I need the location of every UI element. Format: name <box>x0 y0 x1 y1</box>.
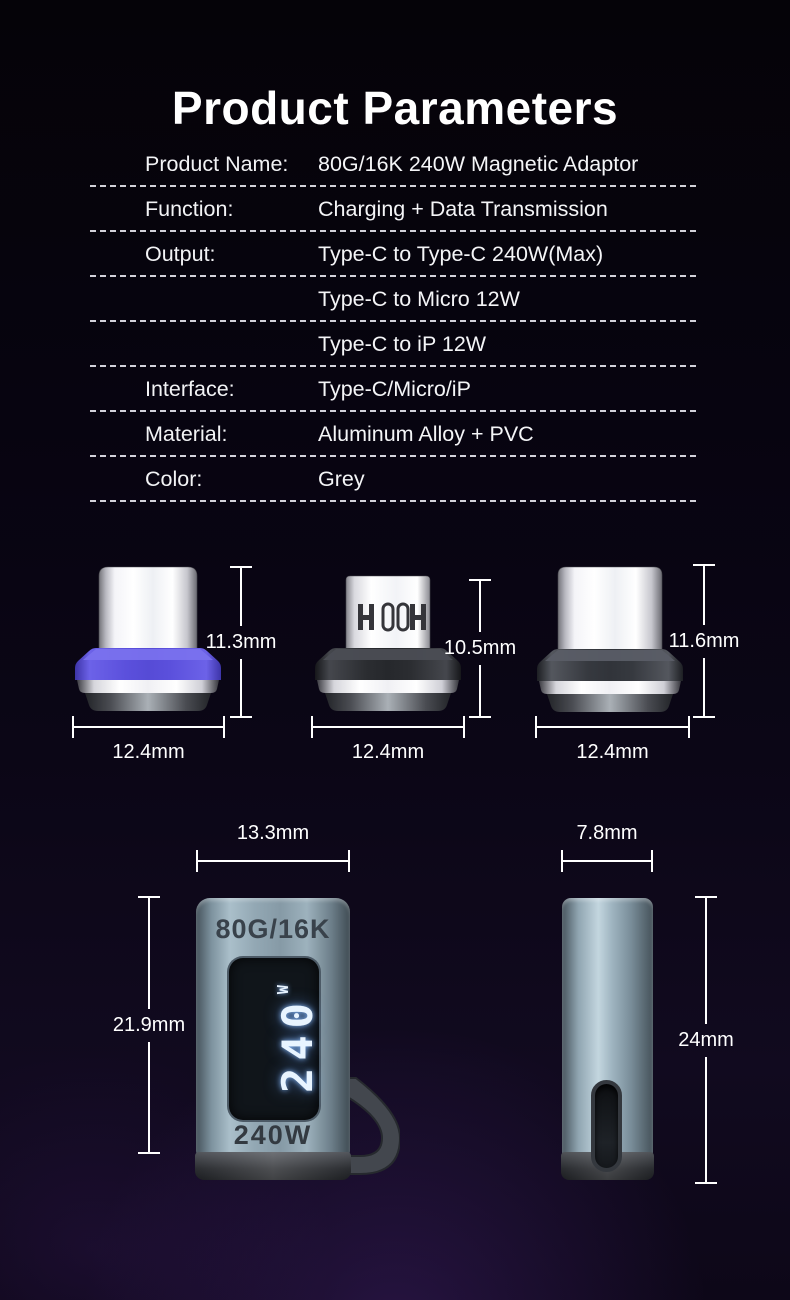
spec-value: Charging + Data Transmission <box>318 197 608 221</box>
dim-line <box>705 898 707 1024</box>
dim-line <box>240 659 242 717</box>
metal-tip <box>558 567 662 654</box>
dim-line <box>703 566 705 625</box>
chrome-ring <box>77 680 219 693</box>
side-width-dimension <box>561 822 653 872</box>
dimension-label: 7.8mm <box>576 822 638 844</box>
dimension-label: 11.3mm <box>205 630 277 653</box>
metal-tip <box>99 567 197 654</box>
spec-label: Color: <box>145 467 203 491</box>
bottom-lip <box>547 694 673 712</box>
micro-usb-tip-icon <box>310 564 466 716</box>
spec-row-material <box>90 412 700 457</box>
spec-value: Type-C/Micro/iP <box>318 377 471 401</box>
dashed-divider <box>90 500 700 502</box>
dimension-label: 12.4mm <box>112 741 185 763</box>
adaptor-front-base-band <box>195 1152 351 1180</box>
dim-line <box>196 850 350 872</box>
top-marking: 80G/16K <box>215 914 331 944</box>
spec-row-output-2 <box>90 277 700 322</box>
bottom-marking: 240W <box>233 1120 313 1150</box>
tip1-width-dimension <box>72 716 225 764</box>
tip2-width-dimension <box>311 716 465 764</box>
page-title: Product Parameters <box>171 81 619 134</box>
dim-cap <box>693 716 715 718</box>
bottom-lip <box>85 693 211 711</box>
spec-row-product-name <box>90 142 700 187</box>
spec-value: Type-C to Type-C 240W(Max) <box>318 242 604 266</box>
front-height-dimension <box>114 896 184 1154</box>
tip3-height-dimension <box>669 564 739 718</box>
lanyard-hole <box>591 1080 622 1172</box>
typec-tip-grey-icon <box>532 562 688 717</box>
spec-value: Type-C to iP 12W <box>318 332 487 356</box>
spec-label: Material: <box>145 422 228 446</box>
dim-line <box>703 658 705 717</box>
front-width-dimension <box>196 822 350 872</box>
tip2-height-dimension <box>445 579 515 718</box>
dim-line <box>479 665 481 716</box>
dim-line <box>705 1057 707 1183</box>
spec-row-color <box>90 457 700 502</box>
spec-row-function <box>90 187 700 232</box>
dim-line <box>561 850 653 872</box>
dim-line <box>148 1042 150 1153</box>
collar-bevel-highlight <box>83 649 213 660</box>
dim-cap <box>695 1182 717 1184</box>
dimension-label: 12.4mm <box>576 741 649 763</box>
led-display-screen <box>227 956 321 1122</box>
led-display <box>229 956 322 1122</box>
dimension-label: 13.3mm <box>236 822 310 844</box>
side-height-dimension <box>671 896 741 1184</box>
dimension-label: 12.4mm <box>351 741 425 763</box>
dim-line <box>72 716 225 738</box>
spec-value: Grey <box>318 467 365 491</box>
chrome-ring <box>317 680 459 693</box>
chrome-ring <box>539 681 681 694</box>
spec-row-output-1 <box>90 232 700 277</box>
collar-bevel-highlight <box>323 649 453 660</box>
typec-tip-purple-icon <box>70 564 226 716</box>
bottom-lip <box>325 693 451 711</box>
display-wattage-value: 240 <box>273 996 322 1093</box>
spec-value: Aluminum Alloy + PVC <box>318 422 534 446</box>
dim-line <box>479 581 481 632</box>
spec-table <box>90 142 700 502</box>
dimension-label: 21.9mm <box>112 1013 186 1036</box>
display-wattage-unit: W <box>274 985 292 995</box>
spec-label: Function: <box>145 197 234 221</box>
spec-label: Product Name: <box>145 152 289 176</box>
spec-label: Output: <box>145 242 216 266</box>
dim-line <box>311 716 465 738</box>
dim-cap <box>469 716 491 718</box>
dimension-label: 11.6mm <box>668 629 740 652</box>
collar-bevel-highlight <box>545 650 675 661</box>
dim-cap <box>138 1152 160 1154</box>
spec-value: 80G/16K 240W Magnetic Adaptor <box>318 152 639 176</box>
spec-label: Interface: <box>145 377 235 401</box>
spec-row-output-3 <box>90 322 700 367</box>
dim-cap <box>230 716 252 718</box>
spec-value: Type-C to Micro 12W <box>318 287 520 311</box>
tip3-width-dimension <box>535 716 690 764</box>
tip1-height-dimension <box>206 566 276 718</box>
spec-row-interface <box>90 367 700 412</box>
dimension-label: 24mm <box>678 1028 734 1051</box>
dim-line <box>535 716 690 738</box>
dimension-label: 10.5mm <box>443 637 517 659</box>
dim-line <box>240 568 242 626</box>
dim-line <box>148 898 150 1009</box>
